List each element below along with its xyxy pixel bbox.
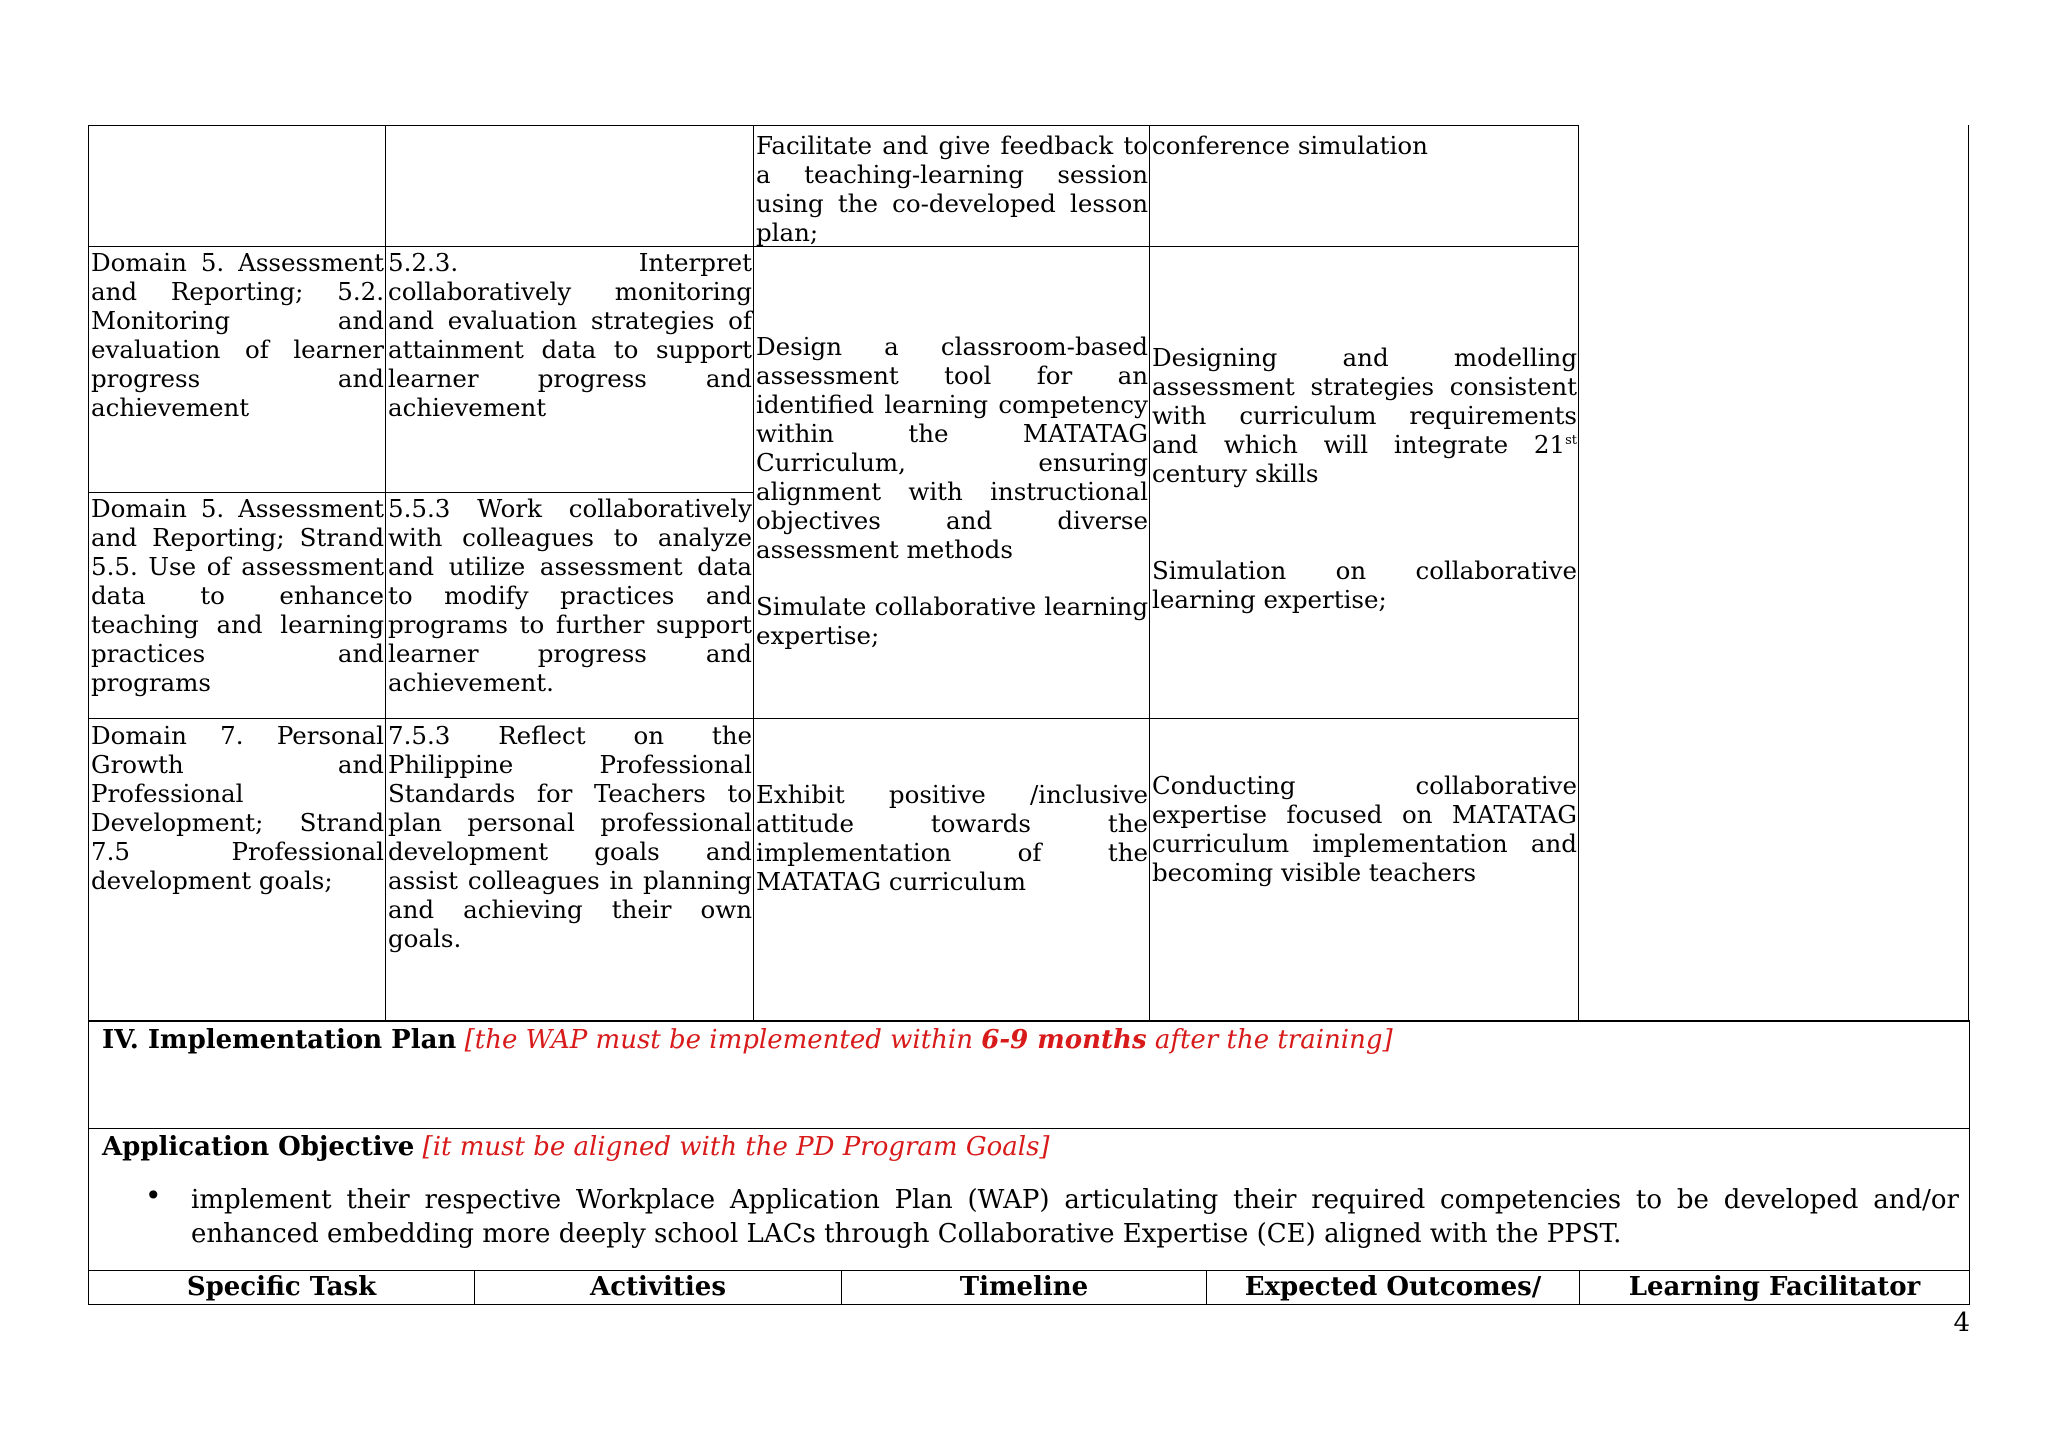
page-frame-rule xyxy=(1968,125,1969,1021)
row3-indicator-cell: 5.5.3 Work collaboratively with colleagues to analyze and utilize assessment data to modify practices and programs to further support learner progress and achievement. xyxy=(388,494,752,697)
design-assessment-tool-cell: Design a classroom-based assessment tool for an identified learning competency within the MATATAG Curriculum, ensuring alignment with instructional objectives and diverse assessment methods xyxy=(756,332,1148,564)
table-rule xyxy=(88,125,1579,126)
competency-table xyxy=(88,125,1969,1021)
table-rule xyxy=(88,718,1579,719)
row4-domain-cell: Domain 7. Personal Growth and Professional Development; Strand 7.5 Professional development goals; xyxy=(91,721,384,895)
implementation-note: [the WAP must be implemented within xyxy=(456,1025,982,1055)
implementation-plan-heading: IV. Implementation Plan xyxy=(102,1025,457,1055)
table-rule xyxy=(88,492,754,493)
header-specific-task: Specific Task xyxy=(186,1272,377,1302)
row4-attitude-cell: Exhibit positive /inclusive attitude towards the implementation of the MATATAG curriculum xyxy=(756,780,1148,896)
application-objective-heading: Application Objective xyxy=(102,1132,415,1162)
assessment-strategies-cell xyxy=(1150,343,1578,488)
application-objective-note: [it must be aligned with the PD Program Goals] xyxy=(414,1132,1050,1162)
table-rule xyxy=(1578,125,1579,1021)
strategies-text: Designing and modelling assessment strategies consistent with curriculum requirements and which will integrate 21 xyxy=(1152,343,1577,459)
header-learning-facilitator: Learning Facilitator xyxy=(1628,1272,1921,1302)
row4-strategy-cell: Conducting collaborative expertise focused on MATATAG curriculum implementation and becoming visible teachers xyxy=(1152,771,1577,887)
simulation-expertise-cell: Simulation on collaborative learning expertise; xyxy=(1152,556,1577,614)
header-activities: Activities xyxy=(590,1272,726,1302)
row2-domain-cell: Domain 5. Assessment and Reporting; 5.2. Monitoring and evaluation of learner progress and achievement xyxy=(91,248,384,422)
application-objective-bullet: implement their respective Workplace Application Plan (WAP) articulating their required competencies to be developed and/or enhanced embedding more deeply school LACs through Collaborative Expertise (CE) aligned with the PPST. xyxy=(191,1185,1959,1249)
implementation-plan-section xyxy=(88,1020,1970,1129)
row2-indicator-cell: 5.2.3. Interpret collaboratively monitoring and evaluation strategies of attainment data to support learner progress and achievement xyxy=(388,248,752,422)
header-timeline: Timeline xyxy=(959,1272,1089,1302)
implementation-note-end: after the training] xyxy=(1146,1025,1393,1055)
bullet-icon: • xyxy=(145,1179,162,1212)
application-objective-heading-line xyxy=(102,1130,1050,1164)
implementation-duration: 6-9 months xyxy=(981,1025,1147,1055)
row1-activity-cell: Facilitate and give feedback to a teaching-learning session using the co-developed lesson plan; xyxy=(756,131,1148,247)
implementation-plan-heading-line xyxy=(102,1023,1393,1057)
row4-indicator-cell: 7.5.3 Reflect on the Philippine Professional Standards for Teachers to plan personal professional development goals and assist colleagues in planning and achieving their own goals. xyxy=(388,721,752,953)
strategies-text-end: century skills xyxy=(1152,459,1319,488)
task-table-header xyxy=(88,1270,1970,1305)
ordinal-suffix: st xyxy=(1565,432,1577,448)
simulate-learning-cell: Simulate collaborative learning expertise; xyxy=(756,592,1148,650)
row3-domain-cell: Domain 5. Assessment and Reporting; Strand 5.5. Use of assessment data to enhance teaching and learning practices and programs xyxy=(91,494,384,697)
page-number: 4 xyxy=(1953,1308,1970,1338)
application-objective-section xyxy=(88,1128,1970,1271)
header-expected-outcomes: Expected Outcomes/ xyxy=(1244,1272,1542,1302)
row1-strategy-cell: conference simulation xyxy=(1152,131,1428,160)
